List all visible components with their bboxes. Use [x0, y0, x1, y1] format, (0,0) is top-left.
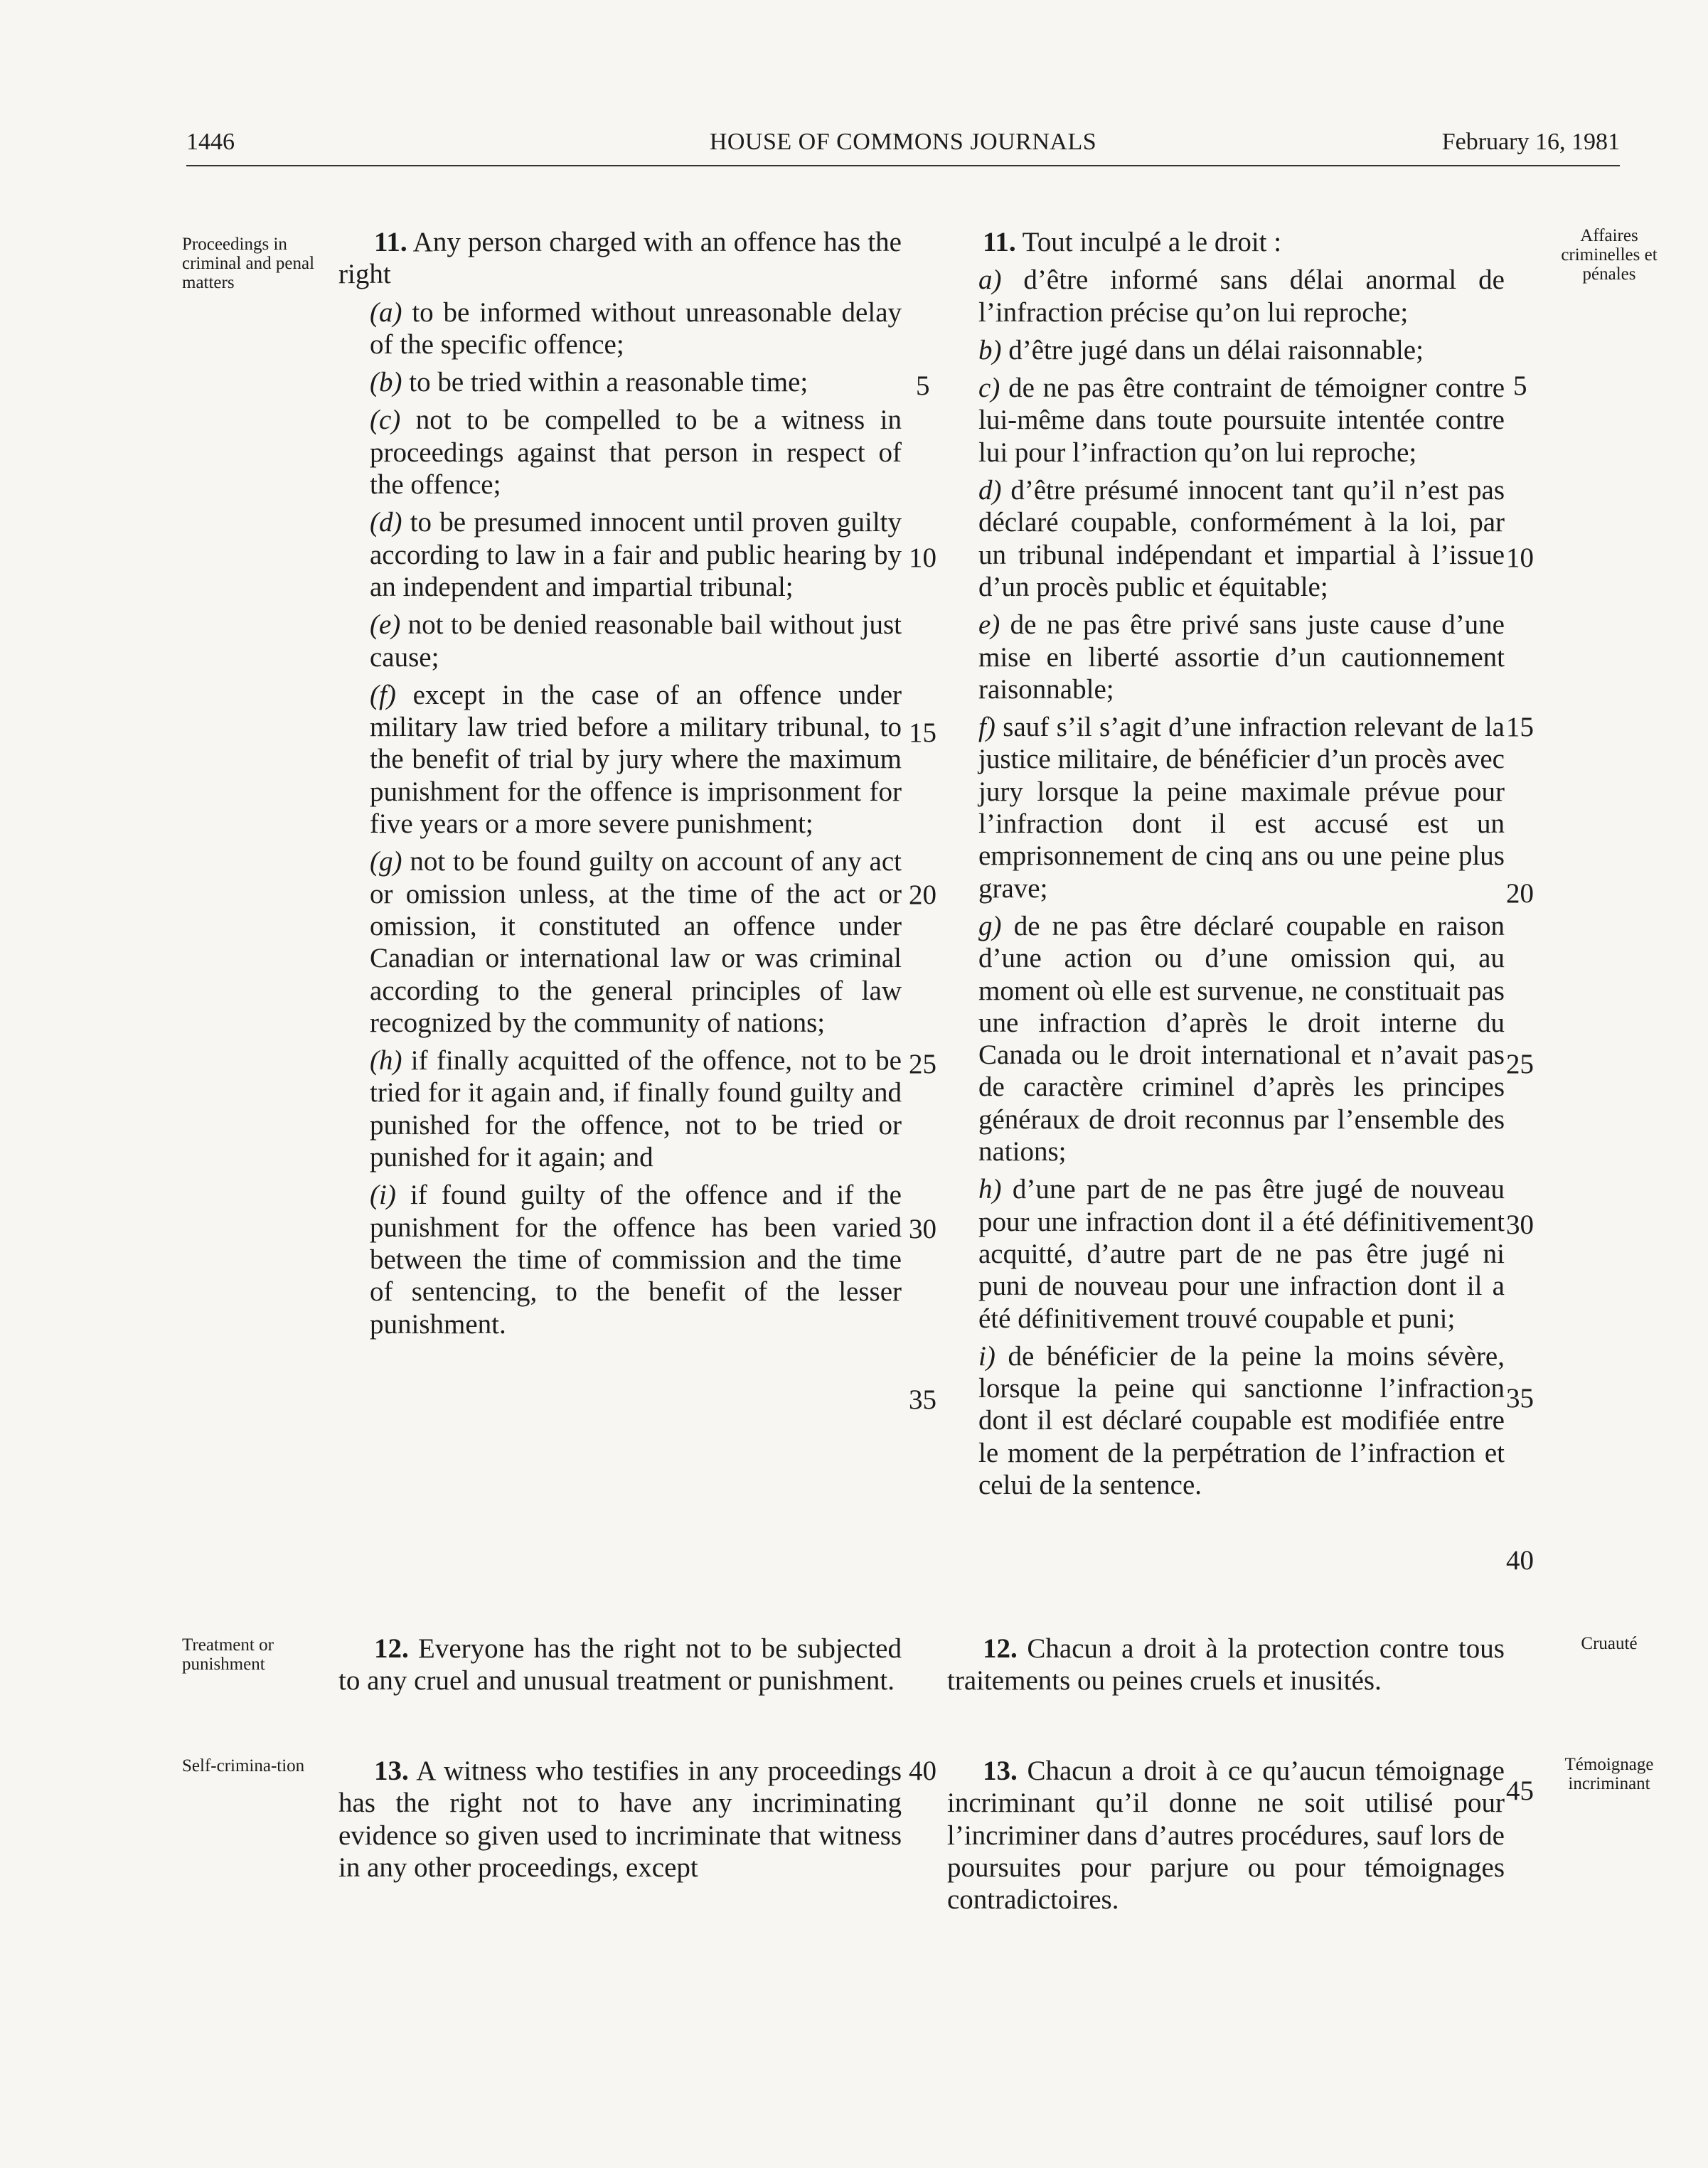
list-item: f) sauf s’il s’agit d’une infraction relevant de la justice militaire, de bénéficier d’un procès avec jury lorsque la peine maximale prévue pour l’infraction dont il est accusé est un emprisonnement de cinq ans ou une peine plus grave; [978, 712, 1505, 904]
list-item: b) d’être jugé dans un délai raisonnable; [978, 334, 1424, 365]
margin-note-self-crimination: Self-crimina-tion [182, 1756, 305, 1775]
french-section-13: 13. Chacun a droit à ce qu’aucun témoignage incriminant qu’il donne ne soit utilisé pour l’incriminer dans d’autres procédures, sauf lors de poursuites pour parjure ou pour témoignages contradictoires. [947, 1756, 1505, 1916]
list-item: (g) not to be found guilty on account of any act or omission unless, at the time of the act or omission, it constituted an offence under Canadian or international law or was criminal according to the general principles of law recognized by the community of nations; [370, 846, 902, 1038]
french-section-11 [947, 226, 1505, 1507]
line-number: 5 [916, 370, 930, 401]
line-number: 40 [1506, 1545, 1534, 1576]
french-section-12: 12. Chacun a droit à la protection contre tous traitements ou peines cruels et inusités. [947, 1633, 1505, 1697]
section-11-lead-fr: 11. Tout inculpé a le droit : [983, 227, 1282, 257]
header-date: February 16, 1981 [1441, 129, 1620, 155]
list-item: (a) to be informed without unreasonable delay of the specific offence; [370, 297, 902, 360]
line-number: 15 [909, 717, 936, 748]
line-number: 15 [1506, 712, 1534, 742]
line-number: 5 [1513, 370, 1527, 401]
line-number: 10 [909, 543, 936, 573]
line-number: 25 [909, 1049, 936, 1079]
list-item: c) de ne pas être contraint de témoigner contre lui-même dans toute poursuite intentée contre lui pour l’infraction qu’on lui reproche; [978, 373, 1505, 468]
english-section-11 [338, 226, 902, 1346]
english-section-13: 13. A witness who testifies in any proceedings has the right not to have any incriminating evidence so given used to incriminate that witness in any other proceedings, except [338, 1756, 902, 1883]
list-item: i) de bénéficier de la peine la moins sévère, lorsque la peine qui sanctionne l’infraction dont il est déclaré coupable est modifiée entre le moment de la perpétration de l’infraction et celui de la sentence. [978, 1340, 1505, 1500]
list-item: (f) except in the case of an offence under military law tried before a military tribunal, to the benefit of trial by jury where the maximum punishment for the offence is imprisonment for five years or a more severe punishment; [370, 679, 902, 840]
margin-note-affaires: Affaires criminelles et pénales [1561, 226, 1658, 284]
line-number: 40 [909, 1756, 936, 1786]
english-section-12: 12. Everyone has the right not to be subjected to any cruel and unusual treatment or punishment. [338, 1633, 902, 1697]
list-item: (b) to be tried within a reasonable time; [370, 367, 808, 398]
list-item: (i) if found guilty of the offence and if the punishment for the offence has been varied between the time of commission and the time of sentencing, to the benefit of the lesser punishment. [370, 1180, 902, 1340]
page-header [186, 127, 1620, 166]
list-item: (d) to be presumed innocent until proven guilty according to law in a fair and public hearing by an independent and impartial tribunal; [370, 507, 902, 602]
list-item: (e) not to be denied reasonable bail without just cause; [370, 609, 902, 673]
line-number: 10 [1506, 543, 1534, 573]
line-number: 20 [909, 880, 936, 910]
list-item: a) d’être informé sans délai anormal de l’infraction précise qu’on lui reproche; [978, 265, 1505, 328]
line-number: 30 [1506, 1210, 1534, 1240]
line-number: 35 [1506, 1383, 1534, 1414]
margin-note-temoignage: Témoignage incriminant [1564, 1755, 1654, 1793]
section-11-lead-en: 11. Any person charged with an offence has the right [338, 227, 902, 290]
list-item: g) de ne pas être déclaré coupable en raison d’une action ou d’une omission qui, au moment où elle est survenue, ne constituait pas une infraction d’après le droit interne du Canada ou le droit international et n’avait pas de caractère criminel d’après les principes généraux de droit reconnus par l’ensemble des nations; [978, 910, 1505, 1168]
margin-note-treatment: Treatment or punishment [182, 1635, 274, 1674]
line-number: 45 [1506, 1775, 1534, 1806]
list-item: d) d’être présumé innocent tant qu’il n’est pas déclaré coupable, conformément à la loi, par un tribunal indépendant et impartial à l’issue d’un procès public et équitable; [978, 475, 1505, 602]
margin-note-cruaute: Cruauté [1581, 1634, 1638, 1653]
line-number: 30 [909, 1214, 936, 1244]
margin-note-proceedings: Proceedings in criminal and penal matters [182, 235, 315, 292]
list-item: e) de ne pas être privé sans juste cause d’une mise en liberté assortie d’un cautionnement raisonnable; [978, 609, 1505, 705]
journal-title: HOUSE OF COMMONS JOURNALS [709, 129, 1097, 155]
line-number: 25 [1506, 1049, 1534, 1079]
line-number: 20 [1506, 878, 1534, 909]
list-item: (c) not to be compelled to be a witness in proceedings against that person in respect of the offence; [370, 405, 902, 501]
line-number: 35 [909, 1384, 936, 1415]
page-number: 1446 [186, 129, 235, 155]
list-item: h) d’une part de ne pas être jugé de nouveau pour une infraction dont il a été définitivement acquitté, d’autre part de ne pas être jugé ni puni de nouveau pour une infraction dont il a été définitivement trouvé coupable et puni; [978, 1174, 1505, 1334]
list-item: (h) if finally acquitted of the offence, not to be tried for it again and, if finally found guilty and punished for the offence, not to be tried or punished for it again; and [370, 1045, 902, 1173]
